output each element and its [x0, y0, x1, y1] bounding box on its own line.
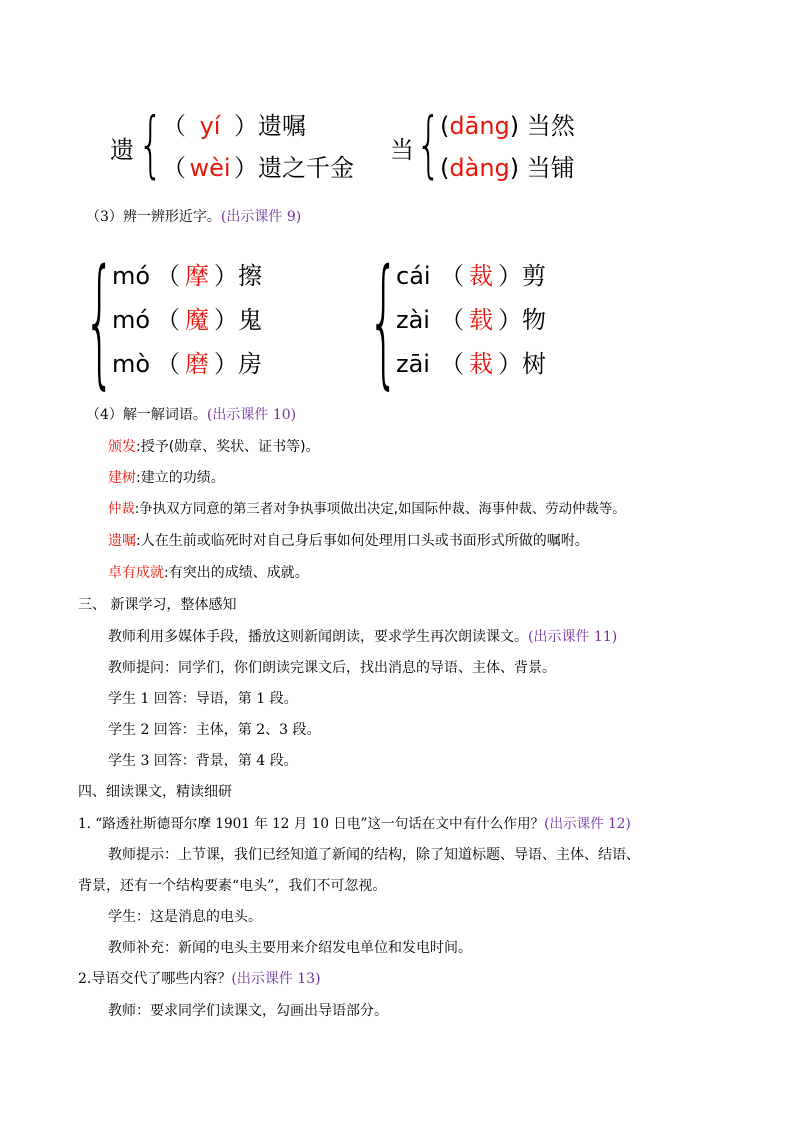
courseware-hint: (出示课件 13)	[231, 971, 321, 987]
poly-row-3: (dāng) 当然	[440, 112, 575, 140]
term-item: 遗嘱:人在生前或临死时对自己身后事如何处理用口头或书面形式所做的嘱咐。	[108, 533, 589, 549]
paragraph: 学生：这是消息的电头。	[108, 909, 262, 925]
courseware-hint: (出示课件 10)	[206, 407, 297, 423]
section4-heading: （4）解一解词语。(出示课件 10)	[86, 407, 297, 423]
shape-row-left-1: mó （ 摩 ）擦	[112, 262, 262, 290]
brace-icon: {	[138, 102, 164, 186]
paragraph: 教师：要求同学们读课文，勾画出导语部分。	[108, 1003, 388, 1019]
paragraph: 教师补充：新闻的电头主要用来介绍发电单位和发电时间。	[108, 940, 472, 956]
courseware-hint: (出示课件 11)	[528, 629, 618, 645]
pinyin: dàng	[449, 154, 510, 182]
brace-icon: {	[416, 102, 442, 186]
poly-head-1: 遗	[110, 136, 134, 164]
part4-heading: 四、细读课文，精读细研	[78, 784, 232, 800]
courseware-hint: (出示课件 12)	[544, 816, 631, 832]
shape-row-right-1: cái （ 裁 ）剪	[396, 262, 546, 290]
pinyin: yí	[199, 112, 221, 140]
brace-icon: {	[368, 240, 400, 403]
question-1: 1. “路透社斯德哥尔摩 1901 年 12 月 10 日电”这一句话在文中有什么作用？(出示课件 12)	[78, 816, 631, 832]
term-item: 颁发:授予(勋章、奖状、证书等)。	[108, 439, 320, 455]
question-2: 2.导语交代了哪些内容？(出示课件 13)	[78, 971, 321, 987]
paragraph: 教师提示：上节课，我们已经知道了新闻的结构，除了知道标题、导语、主体、结语、	[108, 847, 640, 863]
term-item: 建树:建立的功绩。	[108, 470, 225, 486]
shape-row-right-3: zāi （ 栽 ）树	[396, 350, 546, 378]
poly-row-2: （ wèi ）遗之千金	[162, 154, 354, 182]
pinyin: wèi	[189, 154, 231, 182]
part3-heading: 三、 新课学习，整体感知	[78, 597, 237, 613]
poly-row-4: (dàng) 当铺	[440, 154, 575, 182]
paragraph: 教师利用多媒体手段，播放这则新闻朗读，要求学生再次朗读课文。(出示课件 11)	[108, 629, 618, 645]
paragraph: 教师提问：同学们，你们朗读完课文后，找出消息的导语、主体、背景。	[108, 660, 556, 676]
poly-head-2: 当	[390, 136, 414, 164]
paragraph: 背景，还有一个结构要素“电头”，我们不可忽视。	[78, 878, 387, 894]
term-item: 仲裁:争执双方同意的第三者对争执事项做出决定,如国际仲裁、海事仲裁、劳动仲裁等。	[108, 502, 626, 517]
poly-row-1: （ yí ）遗嘱	[162, 112, 306, 140]
paragraph: 学生 3 回答：背景，第 4 段。	[108, 753, 298, 769]
paragraph: 学生 1 回答：导语，第 1 段。	[108, 691, 298, 707]
paragraph: 学生 2 回答：主体，第 2、3 段。	[108, 722, 321, 738]
term-item: 卓有成就:有突出的成绩、成就。	[108, 565, 309, 581]
section3-heading: （3）辨一辨形近字。(出示课件 9)	[86, 209, 302, 225]
shape-row-right-2: zài （ 载 ）物	[396, 306, 546, 334]
brace-icon: {	[84, 240, 116, 403]
shape-row-left-3: mò （ 磨 ）房	[112, 350, 262, 378]
courseware-hint: (出示课件 9)	[220, 209, 302, 225]
shape-row-left-2: mó （ 魔 ）鬼	[112, 306, 262, 334]
pinyin: dāng	[449, 112, 510, 140]
